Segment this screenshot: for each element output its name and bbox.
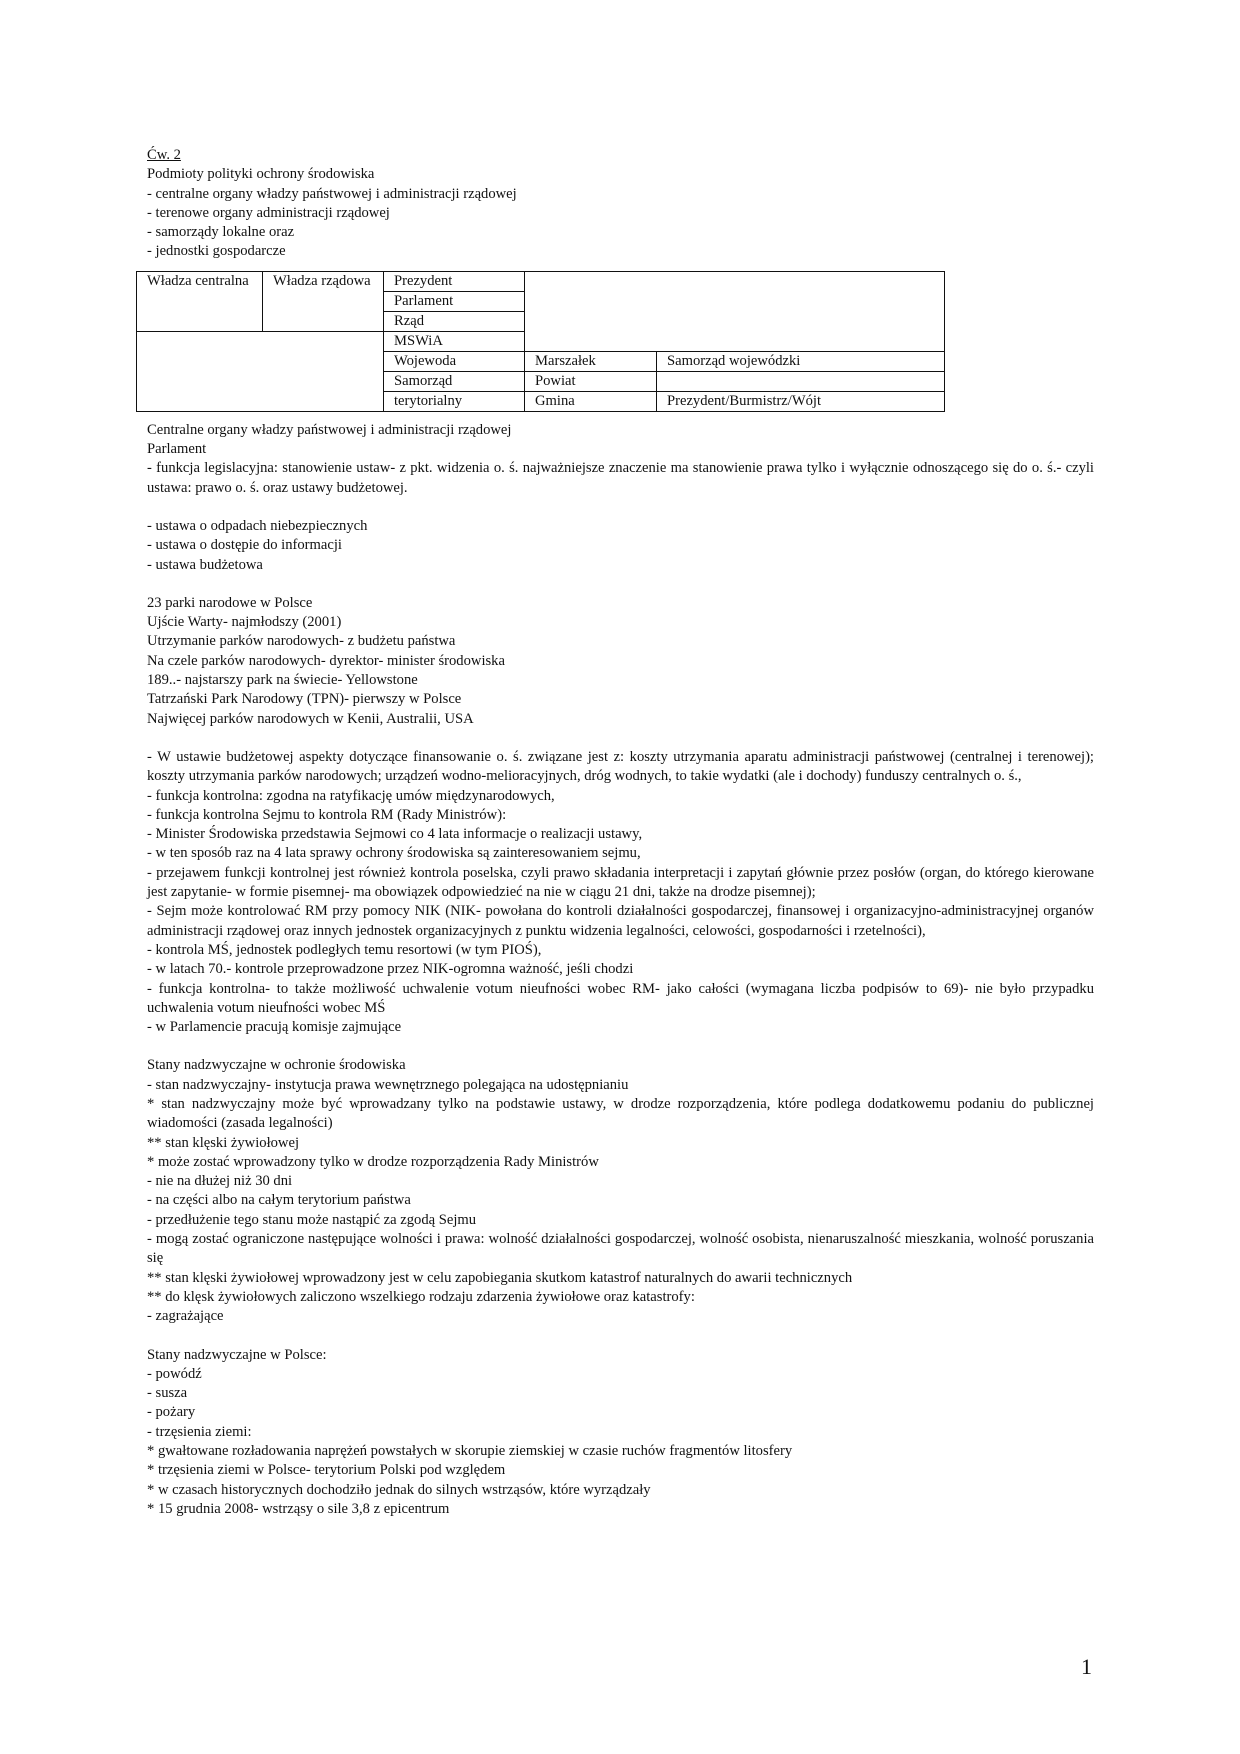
parks-line: 189..- najstarszy park na świecie- Yellowstone bbox=[147, 672, 418, 689]
section-subheading: Parlament bbox=[147, 441, 207, 458]
budget-line: - w latach 70.- kontrole przeprowadzone przez NIK-ogromna ważność, jeśli chodzi bbox=[147, 961, 634, 978]
cell-prezydent: Prezydent bbox=[384, 271, 525, 291]
cell-mswia: MSWiA bbox=[384, 331, 525, 351]
exercise-title: Ćw. 2 bbox=[147, 147, 181, 163]
budget-line: - W ustawie budżetowej aspekty dotyczące finansowanie o. ś. związane jest z: koszty utrzymania aparatu administracji państwowej (centralnej i terenowej); koszty utrzymania parków narodowych; urządzeń wodno-melioracyjnych, dróg wodnych, to takie wydatki (ale i dochody) funduszy centralnych o. ś., bbox=[147, 748, 1094, 785]
emergency-line: - stan nadzwyczajny- instytucja prawa wewnętrznego polegająca na udostępnianiu bbox=[147, 1076, 629, 1093]
emergency-line: - nie na dłużej niż 30 dni bbox=[147, 1173, 293, 1190]
parks-line: 23 parki narodowe w Polsce bbox=[147, 594, 313, 611]
cell-prezydent-burmistrz-wojt: Prezydent/Burmistrz/Wójt bbox=[657, 391, 945, 411]
cell-wladza-rzadowa: Władza rządowa bbox=[263, 271, 384, 331]
cell-wojewoda: Wojewoda bbox=[384, 351, 525, 371]
emergency-line: * może zostać wprowadzony tylko w drodze rozporządzenia Rady Ministrów bbox=[147, 1153, 599, 1170]
emergency-line: - mogą zostać ograniczone następujące wolności i prawa: wolność działalności gospodarczej, wolność osobista, nienaruszalność mieszkania, wolność poruszania się bbox=[147, 1231, 1094, 1267]
budget-line: - Minister Środowiska przedstawia Sejmowi co 4 lata informacje o realizacji ustawy, bbox=[147, 826, 643, 843]
parks-line: Tatrzański Park Narodowy (TPN)- pierwszy w Polsce bbox=[147, 691, 462, 708]
budget-line: - w ten sposób raz na 4 lata sprawy ochrony środowiska są zainteresowaniem sejmu, bbox=[147, 845, 641, 862]
budget-line: - kontrola MŚ, jednostek podległych temu resortowi (w tym PIOŚ), bbox=[147, 941, 542, 958]
cell-wladza-centralna: Władza centralna bbox=[137, 271, 263, 331]
law-item: - ustawa o odpadach niebezpiecznych bbox=[147, 517, 368, 534]
cell-gmina: Gmina bbox=[525, 391, 657, 411]
cell-parlament: Parlament bbox=[384, 291, 525, 311]
poland-line: - susza bbox=[147, 1385, 188, 1402]
paragraph: - funkcja legislacyjna: stanowienie ustaw- z pkt. widzenia o. ś. najważniejsze znaczenie ma stanowienie prawa tylko i wyłącznie odnoszącego się do o. ś.- czyli ustawa: prawo o. ś. oraz ustawy budżetowej. bbox=[147, 460, 1094, 496]
authority-table bbox=[136, 271, 945, 412]
budget-line: - funkcja kontrolna- to także możliwość uchwalenie votum nieufności wobec RM- jako całości (wymagana liczba podpisów to 69)- nie było przypadku uchwalenia votum nieufności wobec MŚ bbox=[147, 980, 1094, 1016]
budget-line: - przejawem funkcji kontrolnej jest również kontrola poselska, czyli prawo składania interpretacji i zapytań głównie przez posłów (organ, do którego kierowane jest zapytanie- w formie pisemnej- ma obowiązek odpowiedzieć na nie w ciągu 21 dni, także na drodze pisemnej); bbox=[147, 864, 1094, 901]
cell-samorzad: Samorząd bbox=[384, 371, 525, 391]
intro-item: - samorządy lokalne oraz bbox=[147, 224, 295, 241]
budget-line: - funkcja kontrolna: zgodna na ratyfikację umów międzynarodowych, bbox=[147, 787, 555, 804]
poland-line: - trzęsienia ziemi: bbox=[147, 1423, 252, 1440]
emergency-line: ** stan klęski żywiołowej bbox=[147, 1134, 299, 1151]
poland-line: * gwałtowane rozładowania naprężeń powstałych w skorupie ziemskiej w czasie ruchów fragmentów litosfery bbox=[147, 1443, 793, 1460]
intro-item: - terenowe organy administracji rządowej bbox=[147, 204, 390, 221]
cell-empty bbox=[657, 371, 945, 391]
intro-heading: Podmioty polityki ochrony środowiska bbox=[147, 166, 375, 183]
cell-empty bbox=[525, 271, 945, 351]
cell-terytorialny: terytorialny bbox=[384, 391, 525, 411]
law-item: - ustawa budżetowa bbox=[147, 556, 263, 573]
spacer bbox=[147, 1327, 1094, 1346]
emergency-line: ** do klęsk żywiołowych zaliczono wszelkiego rodzaju zdarzenia żywiołowe oraz katastrofy: bbox=[147, 1288, 695, 1305]
emergency-heading: Stany nadzwyczajne w ochronie środowiska bbox=[147, 1057, 406, 1074]
poland-line: - pożary bbox=[147, 1404, 196, 1421]
spacer bbox=[147, 498, 1094, 517]
cell-rzad: Rząd bbox=[384, 311, 525, 331]
parks-line: Ujście Warty- najmłodszy (2001) bbox=[147, 614, 342, 631]
spacer bbox=[147, 575, 1094, 594]
parks-line: Na czele parków narodowych- dyrektor- minister środowiska bbox=[147, 652, 505, 669]
poland-line: * w czasach historycznych dochodziło jednak do silnych wstrząsów, które wyrządzały bbox=[147, 1481, 651, 1498]
emergency-line: ** stan klęski żywiołowej wprowadzony jest w celu zapobiegania skutkom katastrof naturalnych do awarii technicznych bbox=[147, 1269, 853, 1286]
intro-item: - centralne organy władzy państwowej i administracji rządowej bbox=[147, 185, 517, 202]
poland-heading: Stany nadzwyczajne w Polsce: bbox=[147, 1346, 327, 1363]
section-heading: Centralne organy władzy państwowej i administracji rządowej bbox=[147, 421, 512, 438]
parks-line: Najwięcej parków narodowych w Kenii, Australii, USA bbox=[147, 710, 474, 727]
budget-line: - Sejm może kontrolować RM przy pomocy NIK (NIK- powołana do kontroli działalności gospodarczej, finansowej i organizacyjno-administracyjnej organów administracji rządowej oraz innych jednostek organizacyjnych z punktu widzenia legalności, celowości, gospodarności i rzetelności), bbox=[147, 903, 1094, 939]
emergency-line: - zagrażające bbox=[147, 1308, 224, 1325]
cell-samorzad-wojewodzki: Samorząd wojewódzki bbox=[657, 351, 945, 371]
cell-powiat: Powiat bbox=[525, 371, 657, 391]
parks-line: Utrzymanie parków narodowych- z budżetu państwa bbox=[147, 633, 456, 650]
cell-marszalek: Marszałek bbox=[525, 351, 657, 371]
emergency-line: - przedłużenie tego stanu może nastąpić za zgodą Sejmu bbox=[147, 1211, 477, 1228]
poland-line: * trzęsienia ziemi w Polsce- terytorium Polski pod względem bbox=[147, 1462, 506, 1479]
spacer bbox=[147, 729, 1094, 748]
emergency-line: - na części albo na całym terytorium państwa bbox=[147, 1192, 411, 1209]
poland-line: * 15 grudnia 2008- wstrząsy o sile 3,8 z epicentrum bbox=[147, 1500, 450, 1517]
law-item: - ustawa o dostępie do informacji bbox=[147, 537, 342, 554]
intro-item: - jednostki gospodarcze bbox=[147, 243, 286, 260]
page-number: 1 bbox=[1081, 1654, 1092, 1679]
emergency-line: * stan nadzwyczajny może być wprowadzany tylko na podstawie ustawy, w drodze rozporządzenia, które podlega dodatkowemu podaniu do publicznej wiadomości (zasada legalności) bbox=[147, 1095, 1094, 1132]
cell-empty bbox=[137, 331, 384, 411]
budget-line: - w Parlamencie pracują komisje zajmujące bbox=[147, 1019, 402, 1036]
spacer bbox=[147, 1037, 1094, 1056]
poland-line: - powódź bbox=[147, 1365, 202, 1382]
document-page bbox=[147, 146, 1094, 1519]
budget-line: - funkcja kontrolna Sejmu to kontrola RM (Rady Ministrów): bbox=[147, 806, 507, 823]
